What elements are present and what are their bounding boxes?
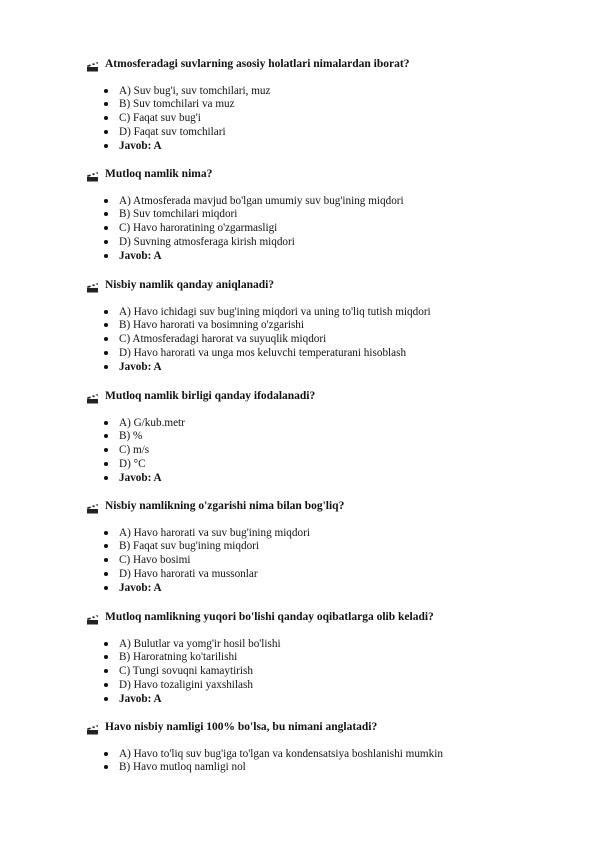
option-text: B) % [119,430,143,443]
bullet-icon [104,337,108,341]
bullet-icon [104,226,108,230]
bullet-icon [104,531,108,535]
bullet-icon [104,752,108,756]
option-text: D) Havo harorati va unga mos keluvchi temperaturani hisoblash [119,346,407,359]
bullet-icon [104,586,108,590]
option-item [104,567,258,581]
option-item [104,443,149,457]
option-text: D) Havo harorati va mussonlar [119,567,258,580]
question-heading [86,720,377,734]
question-heading [86,57,409,71]
bullet-icon [104,683,108,687]
question-heading [86,499,344,513]
option-text: D) Faqat suv tomchilari [119,125,226,138]
option-item [104,540,259,554]
option-text: A) G/kub.metr [119,416,185,429]
bullet-icon [104,421,108,425]
option-item [104,125,226,139]
bullet-icon [104,434,108,438]
bullet-icon [104,448,108,452]
option-text: A) Havo harorati va suv bug'ining miqdori [119,526,310,539]
bullet-icon [104,572,108,576]
option-text: B) Havo harorati va bosimning o'zgarishi [119,319,305,332]
option-text: B) Suv tomchilari miqdori [119,208,238,221]
bullet-icon [104,212,108,216]
option-text: C) Faqat suv bug'i [119,112,201,125]
clapperboard-icon [86,59,99,70]
question-title: Mutloq namlik nima? [105,168,213,180]
clapperboard-icon [86,169,99,180]
option-text: B) Faqat suv bug'ining miqdori [119,540,259,553]
option-text: A) Havo ichidagi suv bug'ining miqdori va uning to'liq tutish miqdori [119,305,431,318]
option-text: C) Tungi sovuqni kamaytirish [119,665,253,678]
bullet-icon [104,240,108,244]
bullet-icon [104,544,108,548]
answer-item [104,360,162,374]
option-item [104,747,443,761]
option-item [104,98,235,112]
bullet-icon [104,199,108,203]
option-item [104,664,253,678]
bullet-icon [104,642,108,646]
bullet-icon [104,476,108,480]
clapperboard-icon [86,501,99,512]
bullet-icon [104,102,108,106]
clapperboard-icon [86,391,99,402]
option-item [104,221,277,235]
option-text: A) Suv bug'i, suv tomchilari, muz [119,84,271,97]
bullet-icon [104,351,108,355]
option-text: C) Havo haroratining o'zgarmasligi [119,222,278,235]
option-item [104,678,253,692]
answer-text: Javob: A [119,581,162,594]
question-heading [86,278,274,292]
bullet-icon [104,116,108,120]
option-text: C) Havo bosimi [119,554,191,567]
clapperboard-icon [86,612,99,623]
option-text: A) Havo to'liq suv bug'iga to'lgan va kondensatsiya boshlanishi mumkin [119,747,443,760]
option-text: B) Haroratning ko'tarilishi [119,651,238,664]
question-title: Mutloq namlikning yuqori bo'lishi qanday oqibatlarga olib keladi? [105,611,434,623]
option-item [104,319,304,333]
bullet-icon [104,558,108,562]
answer-item [104,249,162,263]
option-item [104,305,431,319]
answer-item [104,581,162,595]
question-title: Havo nisbiy namligi 100% bo'lsa, bu nimani anglatadi? [105,721,378,733]
option-item [104,235,295,249]
option-text: A) Bulutlar va yomg'ir hosil bo'lishi [119,637,281,650]
answer-text: Javob: A [119,249,162,262]
question-title: Nisbiy namlikning o'zgarishi nima bilan bog'liq? [105,500,345,512]
option-item [104,761,246,775]
bullet-icon [104,89,108,93]
option-text: B) Havo mutloq namligi nol [119,761,246,774]
option-item [104,637,281,651]
question-heading [86,389,315,403]
answer-item [104,139,162,153]
option-text: C) m/s [119,444,150,457]
answer-text: Javob: A [119,471,162,484]
option-item [104,651,237,665]
option-item [104,332,326,346]
question-title: Nisbiy namlik qanday aniqlanadi? [105,279,275,291]
answer-text: Javob: A [119,360,162,373]
bullet-icon [104,144,108,148]
bullet-icon [104,310,108,314]
bullet-icon [104,655,108,659]
clapperboard-icon [86,722,99,733]
answer-item [104,692,162,706]
question-title: Atmosferadagi suvlarning asosiy holatlari nimalardan iborat? [105,58,410,70]
option-item [104,111,201,125]
bullet-icon [104,254,108,258]
option-item [104,208,237,222]
question-title: Mutloq namlik birligi qanday ifodalanadi? [105,390,316,402]
answer-text: Javob: A [119,139,162,152]
option-text: D) Suvning atmosferaga kirish miqdori [119,235,295,248]
bullet-icon [104,462,108,466]
bullet-icon [104,323,108,327]
answer-item [104,471,162,485]
option-item [104,84,270,98]
clapperboard-icon [86,280,99,291]
option-item [104,553,190,567]
option-item [104,430,142,444]
option-item [104,526,310,540]
option-text: D) Havo tozaligini yaxshilash [119,678,253,691]
bullet-icon [104,765,108,769]
bullet-icon [104,130,108,134]
question-heading [86,167,212,181]
question-heading [86,610,434,624]
option-text: A) Atmosferada mavjud bo'lgan umumiy suv bug'ining miqdori [119,194,404,207]
option-item [104,416,185,430]
option-text: D) °C [119,457,146,470]
option-text: C) Atmosferadagi harorat va suyuqlik miqdori [119,333,327,346]
option-item [104,194,404,208]
option-item [104,346,406,360]
bullet-icon [104,365,108,369]
bullet-icon [104,697,108,701]
option-text: B) Suv tomchilari va muz [119,98,235,111]
answer-text: Javob: A [119,692,162,705]
bullet-icon [104,669,108,673]
option-item [104,457,146,471]
